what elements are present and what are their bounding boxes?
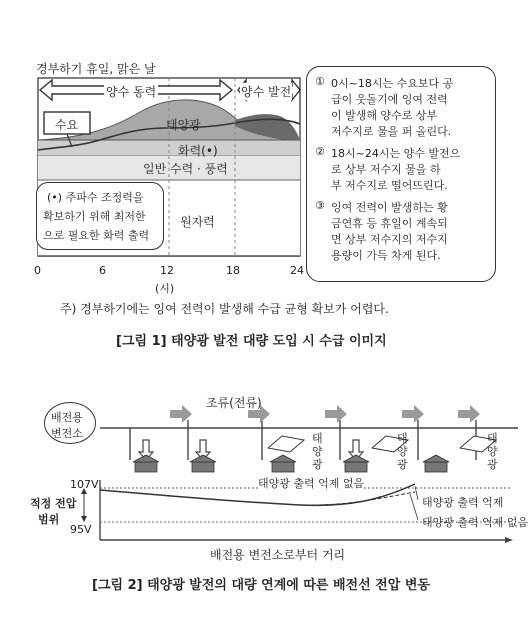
note-3-line-1: 잉여 전력이 발생하는 황: [331, 201, 448, 214]
solar-panels: [268, 436, 496, 452]
x-unit: (시): [155, 282, 175, 295]
distance-axis-label: 배전용 변전소로부터 거리: [210, 548, 346, 562]
solar-label-3: 태 양 광: [487, 432, 498, 471]
fig1-subtitle: 경부하기 휴일, 맑은 날: [36, 62, 156, 76]
down-arrows: [139, 440, 363, 460]
x-tick-6: 6: [99, 264, 106, 277]
note-3-line-2: 금연휴 등 휴일이 계속되: [331, 217, 448, 230]
note-1-num: ①: [315, 75, 325, 88]
v-high-label: 107V: [70, 478, 99, 491]
note-2-line-3: 부 저수지로 떨어뜨린다.: [331, 179, 448, 192]
reverse-flow-label: 조류(전류): [206, 396, 262, 410]
note-1-line-4: 저수지로 물을 퍼 올린다.: [331, 125, 452, 138]
fig2-caption: [그림 2] 태양광 발전의 대량 연계에 따른 배전선 전압 변동: [92, 578, 430, 593]
note-3-line-3: 면 상부 저수지의 저수지: [331, 233, 448, 246]
hydro-wind-label: 일반 수력 · 풍력: [143, 162, 228, 176]
range-label-2: 범위: [38, 513, 60, 526]
voltage-curve-suppressed: [300, 492, 415, 505]
x-tick-24: 24: [290, 264, 304, 277]
substation-line-2: 변전소: [51, 427, 83, 440]
nuclear-label: 원자력: [180, 215, 215, 229]
x-tick-0: 0: [34, 264, 41, 277]
pump-power-label: 양수 동력: [106, 85, 157, 99]
note-2-line-1: 18시~24시는 양수 발전으: [331, 147, 461, 160]
note-2-line-2: 로 상부 저수지 물을 하: [331, 163, 441, 176]
callout-line-3: 으로 필요한 화력 출력: [43, 229, 150, 242]
note-2-num: ②: [315, 145, 325, 158]
note-1-line-2: 급이 웃돌기에 잉여 전력: [331, 93, 448, 106]
thermal-label: 화력(•): [178, 144, 218, 158]
x-tick-12: 12: [160, 264, 174, 277]
solar-label-2: 태 양 광: [397, 432, 408, 471]
note-1-line-1: 0시~18시는 수요보다 공: [331, 77, 454, 90]
demand-label: 수요: [55, 118, 79, 132]
suppression-on-label: 태양광 출력 억제: [422, 496, 504, 509]
note-1-line-3: 이 발생해 양수로 상부: [331, 109, 438, 122]
substation-box: [44, 402, 96, 444]
pump-gen-label: 양수 발전: [241, 85, 292, 99]
solar-label: 태양광: [166, 118, 201, 132]
range-label-1: 적정 전압: [30, 497, 77, 510]
note-3-num: ③: [315, 199, 325, 212]
fig1-caption: [그림 1] 태양광 발전 대량 도입 시 수급 이미지: [116, 334, 387, 349]
fig1-footnote: 주) 경부하기에는 잉여 전력이 발생해 수급 균형 확보가 어렵다.: [60, 302, 389, 316]
suppression-none-mid: 태양광 출력 억제 없음: [258, 477, 365, 490]
callout-line-1: (•) 주파수 조정력을: [47, 191, 144, 204]
v-low-label: 95V: [70, 523, 92, 536]
substation-line-1: 배전용: [51, 411, 83, 424]
suppression-none-label: 태양광 출력 억제 없음: [422, 516, 528, 529]
note-3-line-4: 용량이 가득 차게 된다.: [331, 249, 441, 262]
x-tick-18: 18: [226, 264, 240, 277]
callout-line-2: 확보하기 위해 최저한: [43, 210, 146, 223]
solar-label-1: 태 양 광: [312, 432, 323, 471]
